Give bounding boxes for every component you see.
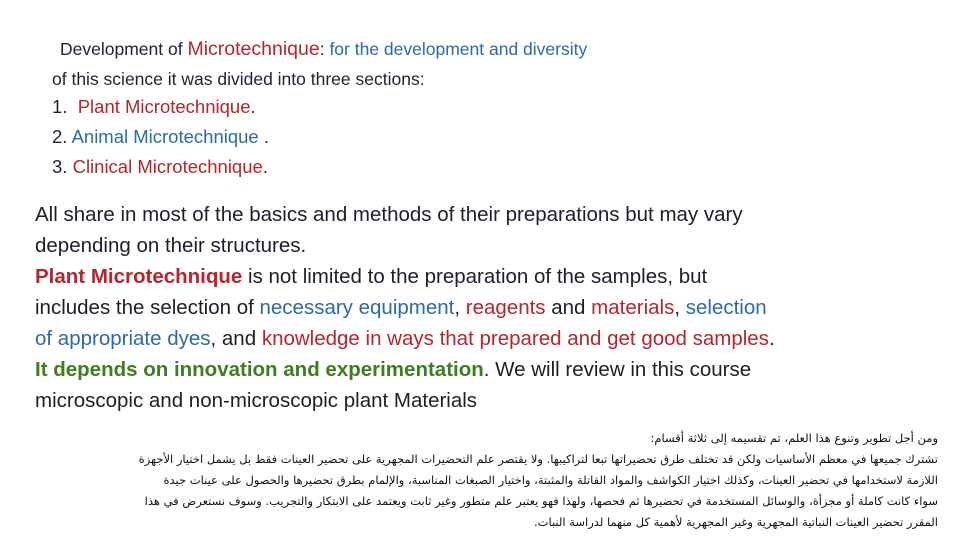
- term-plant-microtechnique: Plant Microtechnique: [35, 265, 243, 288]
- body-text: . We will review in this course: [483, 358, 752, 381]
- term-selection: selection: [685, 296, 767, 319]
- arabic-line-3: اللازمة لاستخدامها في تحضير العينات، وكذلك اختيار الكواشف والمواد القاتلة والمثبتة، واختيار الصبغات المناسبة، والإلمام بطرق تحضيرها والحصول على عينات جيدة: [163, 473, 938, 487]
- body-text: ,: [674, 296, 686, 319]
- body-text: .: [768, 327, 775, 350]
- section-suffix: .: [263, 126, 269, 147]
- section-suffix: .: [250, 96, 256, 117]
- section-suffix: .: [262, 156, 268, 177]
- intro-colon: :: [319, 39, 325, 59]
- body-text: ,: [454, 296, 466, 319]
- section-item-plant: [52, 96, 256, 118]
- section-label: Plant Microtechnique: [77, 96, 251, 117]
- arabic-line-4: سواء كانت كاملة أو مجزأة، والوسائل المستخدمة في تحضيرها ثم فحصها، ولهذا فهو يعتبر علم متطور وغير ثابت ويعتمد على الابتكار والتجريب. وسوف نستعرض في هذا: [144, 494, 938, 508]
- body-line-5: [35, 327, 775, 351]
- intro-line-2: of this science it was divided into three sections:: [52, 69, 425, 89]
- term-appropriate-dyes: of appropriate dyes: [35, 327, 211, 350]
- body-line-7: microscopic and non-microscopic plant Materials: [35, 389, 478, 412]
- intro-line-1: [60, 38, 587, 61]
- body-line-4: [35, 296, 767, 320]
- section-number: 1.: [52, 96, 68, 117]
- term-innovation: It depends on innovation and experimentation: [35, 358, 484, 381]
- intro-term: Microtechnique: [187, 38, 320, 60]
- body-line-3: [35, 265, 707, 289]
- section-number: 2.: [52, 126, 68, 147]
- body-text: and: [545, 296, 592, 319]
- section-item-clinical: [52, 156, 268, 178]
- section-number: 3.: [52, 156, 68, 177]
- body-line-6: [35, 358, 751, 382]
- term-necessary-equipment: necessary equipment: [259, 296, 455, 319]
- section-item-animal: [52, 126, 269, 148]
- term-knowledge: knowledge in ways that prepared and get good samples: [261, 327, 769, 350]
- body-text: is not limited to the preparation of the samples, but: [242, 265, 708, 288]
- intro-lead: Development of: [60, 39, 183, 59]
- body-text: includes the selection of: [35, 296, 260, 319]
- section-label: Clinical Microtechnique: [72, 156, 263, 177]
- body-line-2: depending on their structures.: [35, 234, 307, 257]
- term-reagents: reagents: [465, 296, 546, 319]
- arabic-line-2: تشترك جميعها في معظم الأساسيات ولكن قد تختلف طرق تحضيراتها تبعا لتراكيبها. ولا يقتصر علم التحضيرات المجهرية على تحضير العينات فقط بل يشمل اختيار الأجهزة: [138, 452, 938, 466]
- intro-rest: for the development and diversity: [329, 39, 588, 59]
- term-materials: materials: [591, 296, 675, 319]
- body-text: , and: [210, 327, 262, 350]
- body-line-1: All share in most of the basics and methods of their preparations but may vary: [35, 203, 743, 226]
- arabic-line-1: ومن أجل تطوير وتنوع هذا العلم، تم تقسيمه إلى ثلاثة أقسام:: [650, 431, 938, 445]
- arabic-line-5: المقرر تحضير العينات النباتية المجهرية وغير المجهرية لأهمية كل منهما لدراسة النبات.: [533, 515, 938, 529]
- section-label: Animal Microtechnique: [71, 126, 259, 147]
